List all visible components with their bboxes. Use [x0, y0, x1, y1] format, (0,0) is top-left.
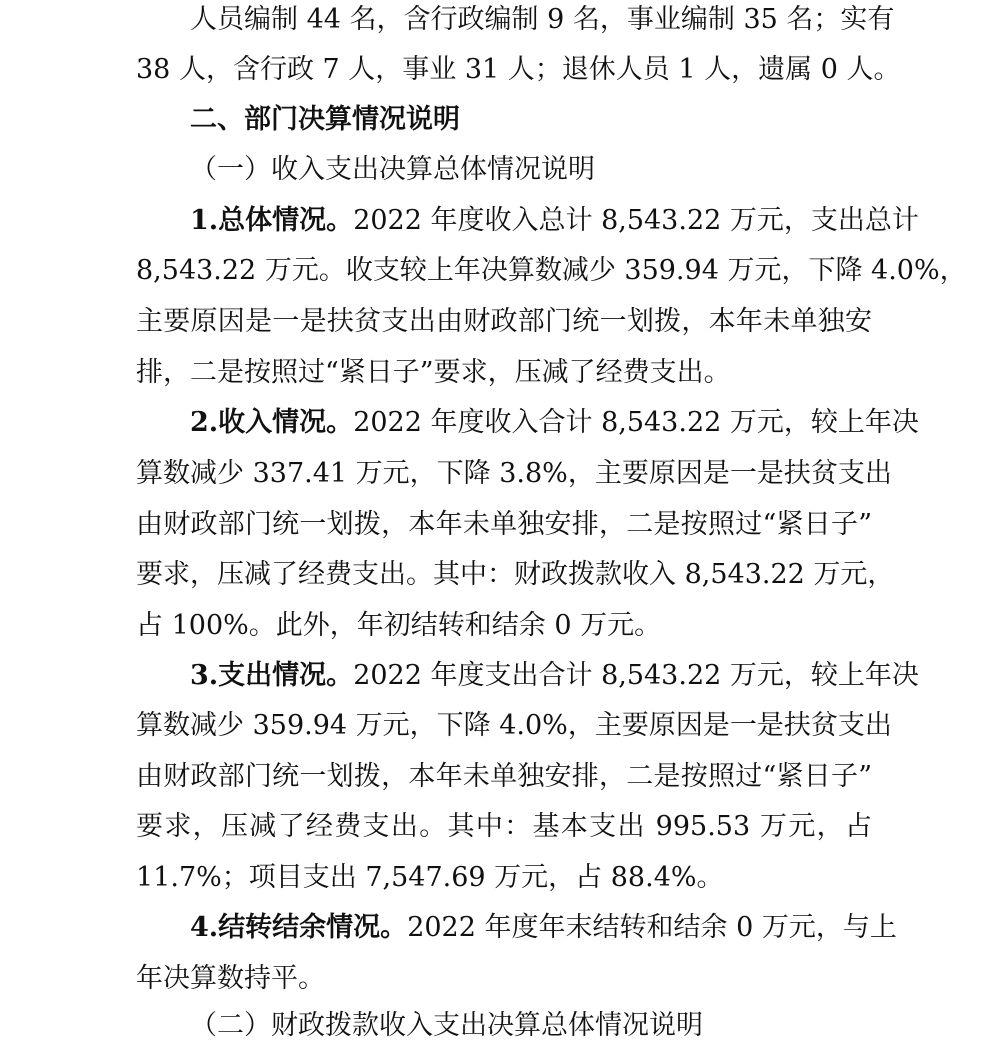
paragraph-line: 算数减少 359.94 万元，下降 4.0%，主要原因是一是扶贫支出 — [136, 710, 892, 741]
text-line: 38 人，含行政 7 人，事业 31 人；退休人员 1 人，遗属 0 人。 — [136, 54, 901, 85]
paragraph-line: 排，二是按照过“紧日子”要求，压减了经费支出。 — [136, 357, 731, 388]
paragraph-text: 2022 年度收入合计 8,543.22 万元，较上年决 — [353, 407, 919, 438]
paragraph-line: 要求，压减了经费支出。其中：基本支出 995.53 万元，占 — [136, 811, 872, 842]
paragraph-lead: 1.总体情况。 — [190, 205, 354, 236]
paragraph-line — [190, 911, 897, 945]
paragraph-text: 2022 年度年末结转和结余 0 万元，与上 — [407, 912, 897, 943]
paragraph-line: 算数减少 337.41 万元，下降 3.8%，主要原因是一是扶贫支出 — [136, 458, 892, 489]
paragraph-lead: 2.收入情况。 — [190, 407, 354, 438]
paragraph-line: 11.7%；项目支出 7,547.69 万元，占 88.4%。 — [136, 862, 724, 893]
paragraph-lead: 3.支出情况。 — [190, 660, 354, 691]
paragraph-line — [190, 204, 919, 238]
section-heading: 二、部门决算情况说明 — [190, 104, 460, 135]
paragraph-lead: 4.结转结余情况。 — [190, 912, 408, 943]
paragraph-line: 年决算数持平。 — [136, 963, 325, 994]
paragraph-line: 由财政部门统一划拨，本年未单独安排，二是按照过“紧日子” — [136, 509, 872, 540]
paragraph-text: 2022 年度支出合计 8,543.22 万元，较上年决 — [353, 660, 919, 691]
paragraph-line: 由财政部门统一划拨，本年未单独安排，二是按照过“紧日子” — [136, 761, 872, 792]
paragraph-line: 占 100%。此外，年初结转和结余 0 万元。 — [136, 610, 662, 641]
paragraph-line — [190, 406, 919, 440]
paragraph-line: 8,543.22 万元。收支较上年决算数减少 359.94 万元，下降 4.0%， — [136, 255, 967, 286]
paragraph-line — [190, 659, 919, 693]
subsection-heading: （二）财政拨款收入支出决算总体情况说明 — [190, 1010, 703, 1041]
paragraph-line: 要求，压减了经费支出。其中：财政拨款收入 8,543.22 万元， — [136, 559, 895, 590]
paragraph-line: 主要原因是一是扶贫支出由财政部门统一划拨，本年未单独安 — [136, 306, 872, 337]
subsection-heading: （一）收入支出决算总体情况说明 — [190, 154, 595, 185]
paragraph-text: 2022 年度收入总计 8,543.22 万元，支出总计 — [353, 205, 919, 236]
text-line: 人员编制 44 名，含行政编制 9 名，事业编制 35 名；实有 — [190, 4, 895, 35]
